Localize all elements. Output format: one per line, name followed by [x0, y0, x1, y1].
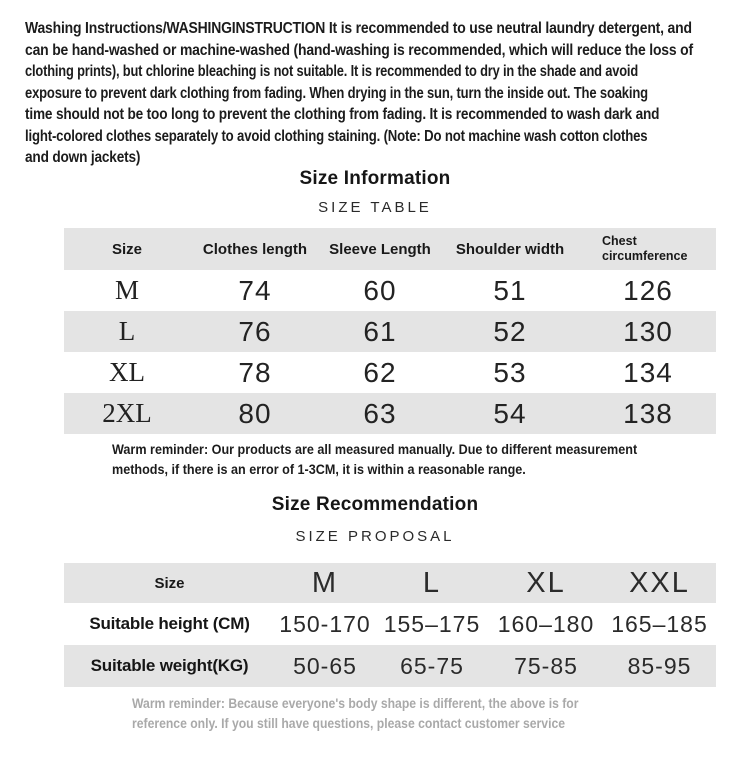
size-proposal-col-xl: XL: [526, 566, 566, 599]
chest-header-line1: Chest: [602, 234, 637, 248]
weight-value-xxl: 85-95: [627, 652, 692, 679]
reference-note-line: Warm reminder: Because everyone's body shape is different, the above is for: [132, 695, 579, 711]
size-table-row-m: [64, 270, 716, 311]
clothes-length-cell: 78: [238, 356, 272, 388]
height-value-l: 155–175: [383, 610, 481, 637]
suitable-height-label: Suitable height (CM): [89, 614, 250, 633]
size-table-row-l: [64, 311, 716, 352]
size-proposal-col-l: L: [422, 566, 442, 599]
clothes-length-cell: 80: [238, 397, 272, 429]
chest-cell: 126: [623, 274, 673, 306]
suitable-weight-row: [64, 645, 716, 687]
suitable-weight-label: Suitable weight(KG): [90, 656, 249, 675]
washing-instructions-paragraph: [25, 18, 745, 169]
size-table-row-2xl: [64, 393, 716, 434]
size-table-row-xl: [64, 352, 716, 393]
washing-line: and down jackets): [25, 149, 141, 166]
shoulder-width-cell: 52: [493, 315, 527, 347]
chest-cell: 130: [623, 315, 673, 347]
size-cell: XL: [109, 357, 145, 387]
size-proposal-header-size: Size: [154, 574, 185, 592]
size-table-header-clothes-length: Clothes length: [202, 240, 308, 258]
size-table-subtitle: SIZE TABLE: [318, 199, 432, 216]
size-proposal-col-xxl: XXL: [629, 566, 690, 599]
sleeve-length-cell: 62: [363, 356, 397, 388]
size-proposal-col-m: M: [311, 566, 339, 599]
clothes-length-cell: 76: [238, 315, 272, 347]
reference-note: [132, 694, 645, 733]
clothes-length-cell: 74: [238, 274, 272, 306]
size-proposal-subtitle: SIZE PROPOSAL: [295, 528, 455, 545]
washing-line: time should not be too long to prevent the clothing from fading. It is recommended to wash dark and: [25, 106, 660, 123]
washing-line: Washing Instructions/WASHINGINSTRUCTION It is recommended to use neutral laundry detergent, and: [25, 20, 692, 37]
size-recommendation-title: Size Recommendation: [271, 494, 479, 515]
washing-line: exposure to prevent dark clothing from fading. When drying in the sun, turn the inside out. The soaking: [25, 84, 648, 102]
sleeve-length-cell: 63: [363, 397, 397, 429]
chest-header-line2: circumference: [602, 249, 688, 263]
weight-value-xl: 75-85: [514, 652, 578, 679]
weight-value-l: 65-75: [400, 652, 464, 679]
height-value-xl: 160–180: [497, 610, 595, 637]
height-value-xxl: 165–185: [611, 610, 708, 637]
sleeve-length-cell: 61: [363, 315, 397, 347]
chest-cell: 138: [623, 397, 673, 429]
weight-value-m: 50-65: [293, 652, 357, 679]
size-table-header-sleeve-length: Sleeve Length: [329, 240, 431, 258]
washing-line: clothing prints), but chlorine bleaching is not suitable. It is recommended to dry in the shade and avoid: [25, 63, 639, 80]
size-cell: 2XL: [102, 398, 152, 428]
size-proposal-table: [64, 563, 716, 687]
size-table-header-chest: [580, 234, 716, 264]
size-cell: L: [118, 316, 136, 346]
washing-line: can be hand-washed or machine-washed (hand-washing is recommended, which will reduce the loss of: [25, 41, 693, 59]
size-table-header-shoulder-width: Shoulder width: [455, 240, 565, 258]
shoulder-width-cell: 51: [493, 274, 527, 306]
measurement-note-line: Warm reminder: Our products are all measured manually. Due to different measurement: [112, 441, 638, 457]
size-information-title: Size Information: [299, 168, 451, 189]
sleeve-length-cell: 60: [363, 274, 397, 306]
size-cell: M: [114, 275, 139, 305]
washing-line: light-colored clothes separately to avoid clothing staining. (Note: Do not machine wash cotton clothes: [25, 127, 648, 145]
measurement-note-line: methods, if there is an error of 1-3CM, it is within a reasonable range.: [112, 461, 526, 477]
height-value-m: 150-170: [279, 610, 371, 637]
chest-cell: 134: [623, 356, 673, 388]
size-table-header-row: [64, 228, 716, 270]
reference-note-line: reference only. If you still have questions, please contact customer service: [132, 714, 566, 731]
size-table: [64, 228, 716, 434]
shoulder-width-cell: 53: [493, 356, 527, 388]
size-table-header-size: Size: [111, 240, 142, 258]
shoulder-width-cell: 54: [493, 397, 527, 429]
size-proposal-header-row: [64, 563, 716, 603]
measurement-note: [112, 439, 696, 479]
suitable-height-row: [64, 603, 716, 645]
